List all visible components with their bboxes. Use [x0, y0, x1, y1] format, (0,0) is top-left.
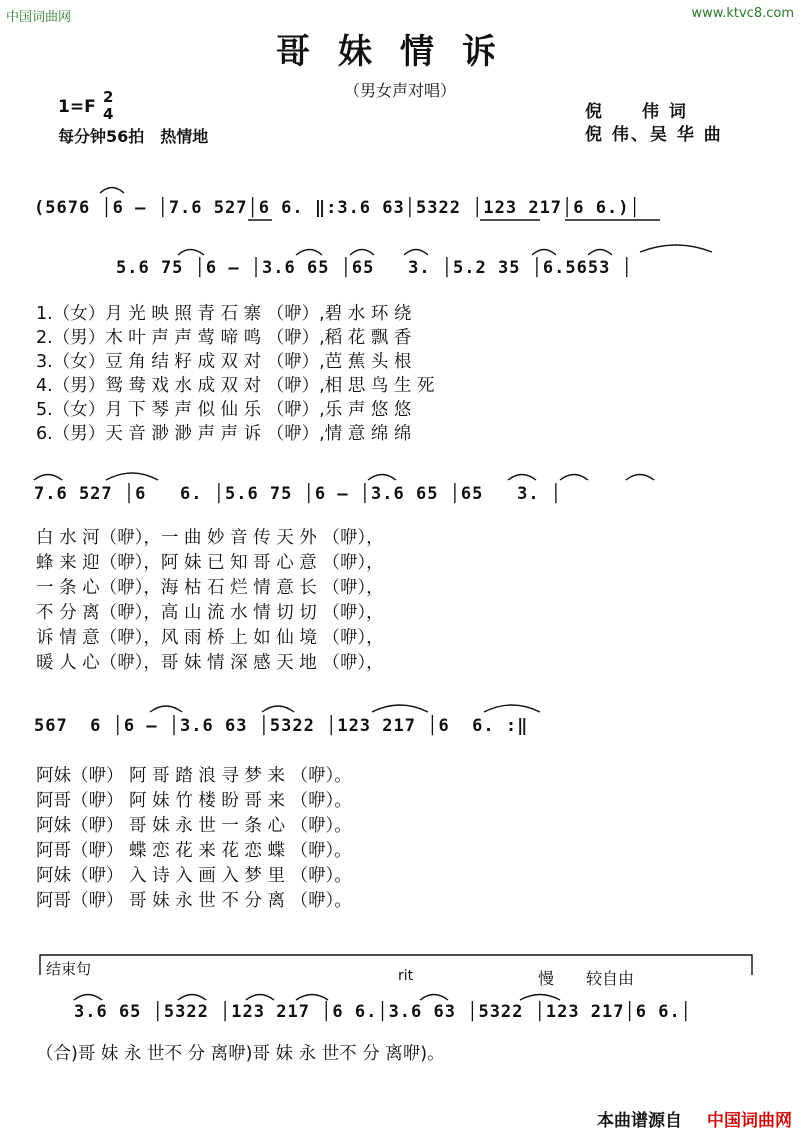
footer-site-name: 中国词曲网 [707, 1111, 792, 1131]
song-subtitle: （男女声对唱） [343, 81, 456, 100]
rit-marking: rit [398, 968, 414, 984]
lyric-line: 白 水 河（咿），一 曲 妙 音 传 天 外 （咿）， [36, 528, 384, 548]
ending-label: 结束句 [46, 960, 92, 978]
lyric-line: 阿哥（咿） 蝶 恋 花 来 花 恋 蝶 （咿）。 [36, 841, 352, 861]
free-marking: 较自由 [586, 969, 635, 988]
site-url-right: www.ktvc8.com [691, 6, 794, 21]
composer-credit: 倪 伟、吴 华 曲 [585, 125, 723, 145]
footer-source-label: 本曲谱源自 [597, 1111, 682, 1131]
notation-system-2: 5.6 75 │6 – │3.6 65 │65 3. │5.2 35 │6.5653 │ [116, 258, 633, 278]
lyric-line: 暖 人 心（咿），哥 妹 情 深 感 天 地 （咿）， [36, 653, 384, 673]
lyric-line: 1.（女）月 光 映 照 青 石 寨 （咿）,碧 水 环 绕 [36, 304, 412, 324]
notation-ending: 3.6 65 │5322 │123 217 │6 6.│3.6 63 │5322 │123 217│6 6.│ [74, 1002, 692, 1022]
lyric-line: 5.（女）月 下 琴 声 似 仙 乐 （咿）,乐 声 悠 悠 [36, 400, 412, 420]
time-signature-denominator: 4 [103, 105, 114, 123]
lyric-line: 一 条 心（咿），海 枯 石 烂 情 意 长 （咿）， [36, 578, 384, 598]
lyric-line: 2.（男）木 叶 声 声 莺 啼 鸣 （咿）,稻 花 飘 香 [36, 328, 412, 348]
notation-system-4: 567 6 │6 – │3.6 63 │5322 │123 217 │6 6. :‖ [34, 716, 529, 736]
tempo-marking: 每分钟56拍 热情地 [58, 127, 209, 146]
notation-system-3: 7.6 527 │6 6. │5.6 75 │6 – │3.6 65 │65 3. │ [34, 484, 563, 504]
lyric-line: 阿妹（咿） 入 诗 入 画 入 梦 里 （咿）。 [36, 866, 352, 886]
lyric-line: 诉 情 意（咿），风 雨 桥 上 如 仙 境 （咿）， [36, 628, 384, 648]
lyric-line: 4.（男）鸳 鸯 戏 水 成 双 对 （咿）,相 思 鸟 生 死 [36, 376, 435, 396]
site-name-left: 中国词曲网 [6, 10, 72, 25]
notation-system-1: (5676 │6 – │7.6 527│6 6. ‖:3.6 63│5322 │123 217│6 6.)│ [34, 198, 641, 218]
slow-marking: 慢 [538, 969, 555, 988]
lyric-line: 阿妹（咿） 阿 哥 踏 浪 寻 梦 来 （咿）。 [36, 766, 352, 786]
lyric-line: 阿哥（咿） 阿 妹 竹 楼 盼 哥 来 （咿）。 [36, 791, 352, 811]
lyric-line: 6.（男）天 音 渺 渺 声 声 诉 （咿）,情 意 绵 绵 [36, 424, 412, 444]
lyric-line: 3.（女）豆 角 结 籽 成 双 对 （咿）,芭 蕉 头 根 [36, 352, 412, 372]
time-signature-numerator: 2 [103, 88, 114, 106]
song-title: 哥妹情诉 [276, 32, 524, 72]
lyric-line: 不 分 离（咿），高 山 流 水 情 切 切 （咿）， [36, 603, 384, 623]
lyric-line: 阿哥（咿） 哥 妹 永 世 不 分 离 （咿）。 [36, 891, 352, 911]
lyric-line: 蜂 来 迎（咿），阿 妹 已 知 哥 心 意 （咿）， [36, 553, 384, 573]
lyricist-credit: 倪 伟 词 [585, 102, 688, 122]
ending-lyric-line: （合)哥 妹 永 世不 分 离咿)哥 妹 永 世不 分 离咿)。 [36, 1044, 445, 1064]
key-signature: 1=F [58, 97, 96, 117]
lyric-line: 阿妹（咿） 哥 妹 永 世 一 条 心 （咿）。 [36, 816, 352, 836]
